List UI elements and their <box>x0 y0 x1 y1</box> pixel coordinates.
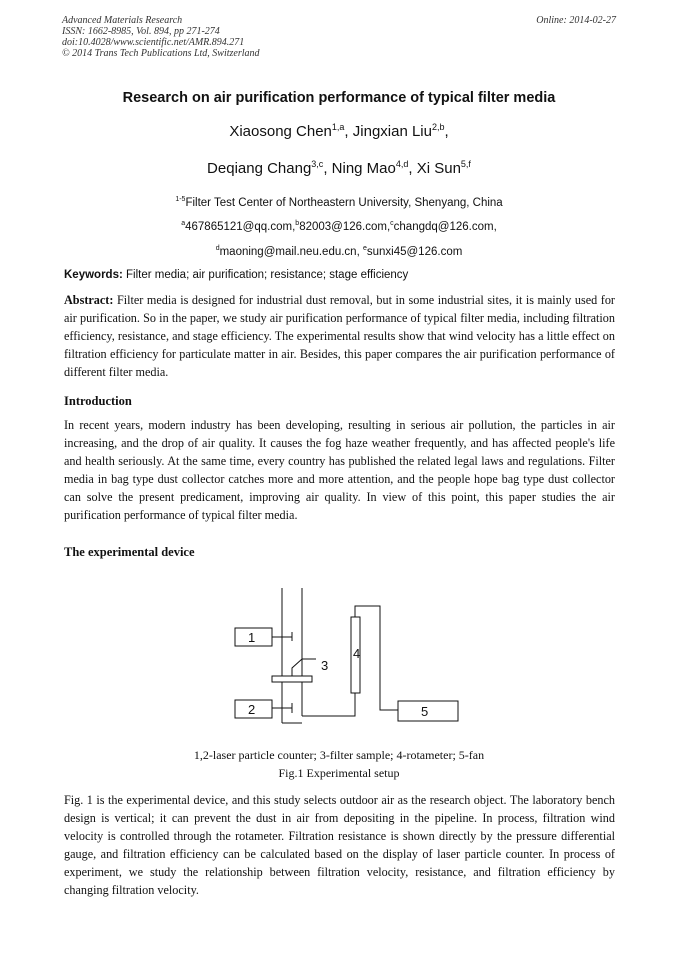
emails-line-2 <box>0 245 678 258</box>
email-sup: b <box>295 220 300 227</box>
filter-holder <box>272 676 312 682</box>
author-sup: 3,c <box>311 159 324 169</box>
leader-3 <box>292 659 316 676</box>
affiliation <box>0 196 678 209</box>
email-sup: e <box>362 245 367 252</box>
author-separator: , <box>323 160 332 177</box>
abstract-text: Filter media is designed for industrial dust removal, but in some industrial sites, it is mainly used for air purification. So in the paper, we study air purification performance of typical filter media, including filtration efficiency, resistance, and stage efficiency. The experimental results show that wind velocity has a little effect on filtration efficiency for particulate matter in air. Besides, this paper compares the air purification performance of different filter media. <box>64 293 615 379</box>
pipe-to-fan <box>355 606 398 710</box>
author-sup: 2,b <box>431 122 445 132</box>
journal-name: Advanced Materials Research <box>62 15 183 26</box>
email: sunxi45@126.com <box>366 245 463 258</box>
email: maoning@mail.neu.edu.cn, <box>219 245 363 258</box>
affiliation-text: Filter Test Center of Northeastern University, Shenyang, China <box>185 196 503 209</box>
label-3: 3 <box>321 658 329 673</box>
figure-legend: 1,2-laser particle counter; 3-filter sample; 4-rotameter; 5-fan <box>193 748 485 762</box>
authors-line-2 <box>0 159 678 177</box>
label-2: 2 <box>248 702 256 717</box>
author-sup: 1,a <box>331 122 345 132</box>
abstract <box>64 291 615 381</box>
label-1: 1 <box>248 630 256 645</box>
figure-caption: Fig.1 Experimental setup <box>278 766 400 780</box>
journal-doi: doi:10.4028/www.scientific.net/AMR.894.271 <box>62 37 245 48</box>
author-separator: , <box>344 123 353 140</box>
device-heading: The experimental device <box>64 545 195 559</box>
journal-header <box>62 15 260 59</box>
device-text: Fig. 1 is the experimental device, and this study selects outdoor air as the research object. The laboratory bench design is vertical; it can prevent the dust in air from depositing in the pipeline. In process, filtration wind velocity is controlled through the rotameter. Filtration resistance is shown directly by the pressure differential gauge, and filtration efficiency can be calculated based on the display of laser particle counter. In process of experiment, we study the relationship between filtration velocity, resistance, and filtration efficiency by changing filtration velocity. <box>64 793 615 897</box>
label-5: 5 <box>421 704 429 719</box>
author-name: Ning Mao <box>331 160 396 177</box>
author-name: Jingxian Liu <box>352 123 432 140</box>
author-name: Xi Sun <box>416 160 461 177</box>
affiliation-sup: 1-5 <box>175 196 186 203</box>
author-separator: , <box>444 123 449 140</box>
authors-line-1 <box>0 122 678 140</box>
author-separator: , <box>408 160 417 177</box>
journal-copyright: © 2014 Trans Tech Publications Ltd, Switzerland <box>62 48 260 59</box>
introduction-heading: Introduction <box>64 394 132 408</box>
author-name: Xiaosong Chen <box>229 123 332 140</box>
abstract-label: Abstract: <box>64 293 114 307</box>
experimental-setup-figure <box>220 588 460 734</box>
author-sup: 4,d <box>395 159 409 169</box>
introduction-text: In recent years, modern industry has been developing, resulting in serious air pollution, the particles in air increasing, and the drop of air quality. It causes the fog haze weather frequently, and has affected people's life and health seriously. At the same time, every country has published the related legal laws and regulations. Filter media in bag type dust collector catches more and more attention, and the people hope bag type dust collector can solve the present predicament, improving air quality. In view of this point, this paper studies the air purification performance of typical filter media. <box>64 418 615 522</box>
emails-line-1 <box>0 220 678 233</box>
online-date: Online: 2014-02-27 <box>536 15 616 26</box>
keywords <box>64 269 616 281</box>
keywords-text: Filter media; air purification; resistance; stage efficiency <box>122 269 409 281</box>
email: 82003@126.com, <box>299 220 391 233</box>
author-name: Deqiang Chang <box>207 160 312 177</box>
author-sup: 5,f <box>460 159 471 169</box>
pipe-to-rotameter <box>302 693 355 716</box>
email-sup: a <box>181 220 186 227</box>
paper-title: Research on air purification performance of typical filter media <box>122 90 556 106</box>
journal-issn: ISSN: 1662-8985, Vol. 894, pp 271-274 <box>62 26 220 37</box>
keywords-label: Keywords: <box>64 269 123 281</box>
email: 467865121@qq.com, <box>185 220 296 233</box>
email: changdq@126.com, <box>393 220 497 233</box>
label-4: 4 <box>353 646 361 661</box>
email-sup: c <box>390 220 394 227</box>
email-sup: d <box>215 245 220 252</box>
